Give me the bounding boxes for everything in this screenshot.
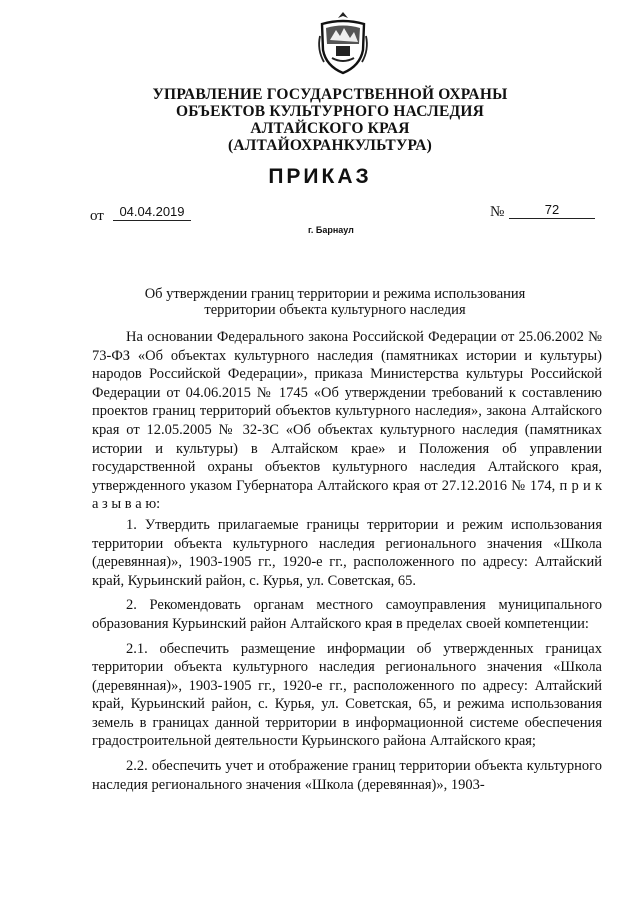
date-from-label: от	[90, 208, 104, 224]
order-number: 72	[509, 202, 595, 219]
org-line-1: УПРАВЛЕНИЕ ГОСУДАРСТВЕННОЙ ОХРАНЫ	[152, 86, 508, 103]
city-label: г. Барнаул	[308, 225, 354, 235]
clause-2-paragraph: 2. Рекомендовать органам местного самоуправления муниципального образования Курьинский район Алтайского края в пределах своей компетенции:	[92, 597, 602, 632]
org-line-3: АЛТАЙСКОГО КРАЯ	[250, 120, 410, 137]
altai-krai-coat-of-arms-icon	[316, 10, 370, 76]
clause-1-paragraph: 1. Утвердить прилагаемые границы территории и режим использования территории объекта культурного наследия регионального значения «Школа (деревянная)», 1903-1905 гг., 1920-е гг., расположенного по адресу: Алтайский край, Курьинский район, с. Курья, ул. Советская, 65.	[92, 516, 602, 589]
clause-2-2-paragraph: 2.2. обеспечить учет и отображение границ территории объекта культурного наследия регионального значения «Школа (деревянная)», 1903-	[92, 758, 602, 793]
subject-line-2: территории объекта культурного наследия	[204, 302, 466, 318]
document-type-title: ПРИКАЗ	[268, 165, 372, 188]
order-number-label: №	[490, 204, 505, 220]
org-line-2: ОБЪЕКТОВ КУЛЬТУРНОГО НАСЛЕДИЯ	[175, 103, 485, 120]
subject-line-1: Об утверждении границ территории и режима использования	[144, 286, 526, 302]
order-subject	[100, 286, 570, 318]
order-date: 04.04.2019	[113, 204, 191, 221]
order-body	[92, 328, 602, 800]
organization-name	[80, 86, 580, 154]
org-line-4: (АЛТАЙОХРАНКУЛЬТУРА)	[228, 137, 432, 154]
preamble-paragraph: На основании Федерального закона Российской Федерации от 25.06.2002 № 73-ФЗ «Об объектах культурного наследия (памятниках истории и культуры) народов Российской Федерации», приказа Министерства культуры Российской Федерации от 04.06.2015 № 1745 «Об утверждении требований к составлению проектов границ территорий объектов культурного наследия», закона Алтайского края от 12.05.2005 № 32-ЗС «Об объектах культурного наследия (памятниках истории и культуры) в Алтайском крае» и Положения об управлении государственной охраны объектов культурного наследия Алтайского края, утвержденного указом Губернатора Алтайского края от 27.12.2016 № 174, п р и к а з ы в а ю:	[92, 329, 602, 513]
clause-2-1-paragraph: 2.1. обеспечить размещение информации об утвержденных границах территории объекта культурного наследия регионального значения «Школа (деревянная)», 1903-1905 гг., 1920-е гг., расположенного по адресу: Алтайский край, Курьинский район, с. Курья, ул. Советская, 65, и режима использования земель в границах данной территории в информационной системе обеспечения градостроительной деятельности Курьинского района Алтайского края;	[92, 640, 602, 750]
